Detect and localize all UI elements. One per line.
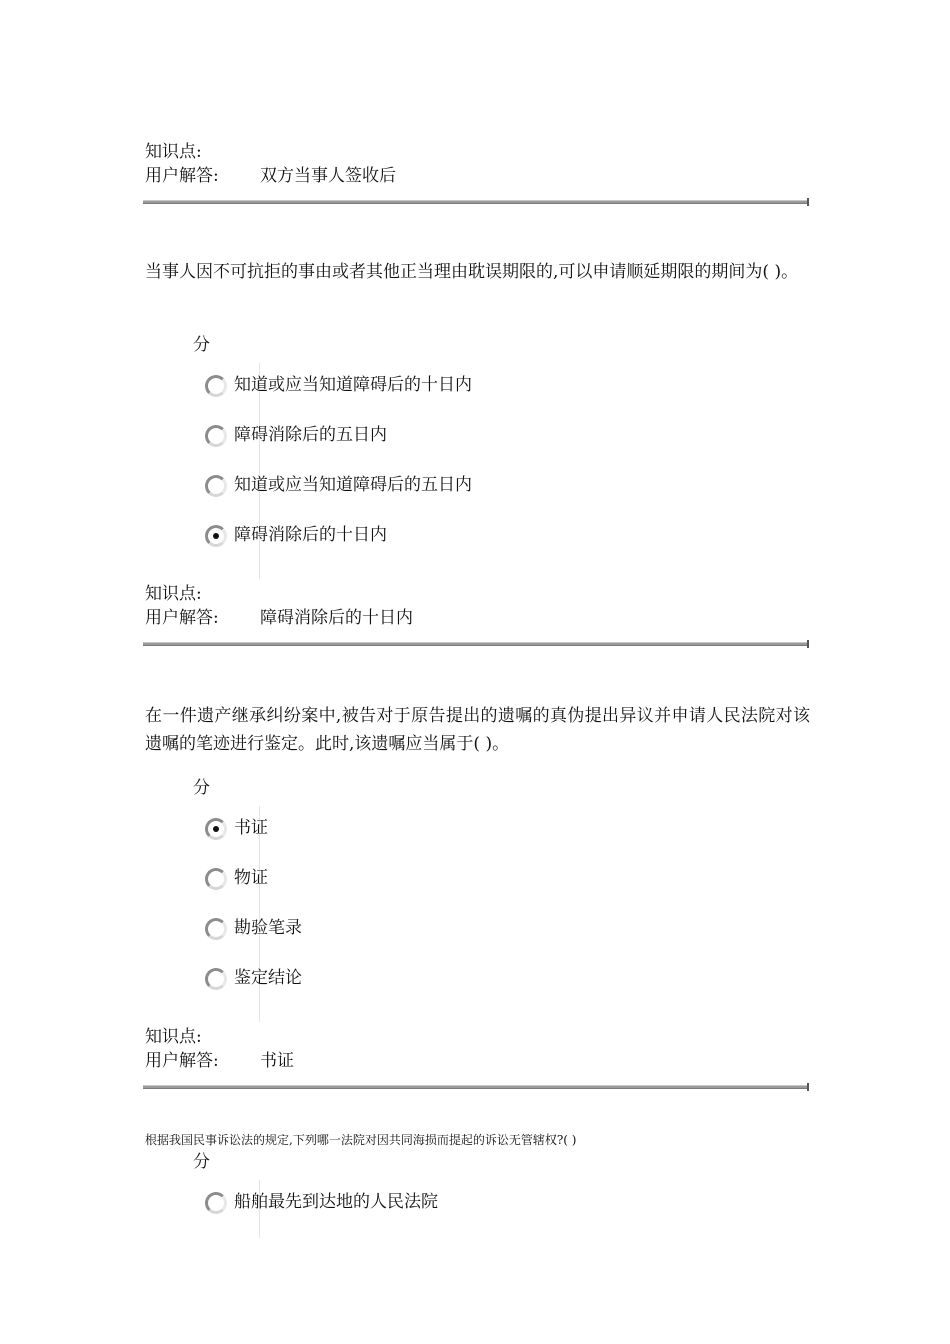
- divider: [143, 1085, 808, 1089]
- option-item[interactable]: [205, 523, 525, 549]
- divider: [143, 642, 808, 646]
- option-label: 知道或应当知道障碍后的十日内: [234, 375, 472, 395]
- option-label: 知道或应当知道障碍后的五日内: [234, 475, 472, 495]
- option-item[interactable]: [205, 423, 525, 449]
- option-label: 船舶最先到达地的人民法院: [234, 1192, 438, 1212]
- question-text: 当事人因不可抗拒的事由或者其他正当理由耽误期限的,可以申请顺延期限的期间为( )。: [145, 262, 799, 282]
- radio-button[interactable]: [205, 818, 227, 840]
- radio-button[interactable]: [205, 475, 227, 497]
- option-label: 障碍消除后的五日内: [234, 425, 387, 445]
- option-item[interactable]: [205, 473, 525, 499]
- user-answer-value: 障碍消除后的十日内: [260, 608, 413, 628]
- score-label: 分: [193, 778, 210, 798]
- option-label: 障碍消除后的十日内: [234, 525, 387, 545]
- radio-button[interactable]: [205, 525, 227, 547]
- divider: [143, 200, 808, 204]
- option-label: 勘验笔录: [234, 918, 302, 938]
- option-label: 物证: [234, 868, 268, 888]
- knowledge-label: 知识点:: [145, 142, 202, 162]
- question-text: 在一件遗产继承纠纷案中,被告对于原告提出的遗嘱的真伪提出异议并申请人民法院对该遗嘱的笔迹进行鉴定。此时,该遗嘱应当属于( )。: [145, 706, 810, 754]
- option-item[interactable]: [205, 816, 525, 842]
- option-item[interactable]: [205, 373, 525, 399]
- radio-button[interactable]: [205, 375, 227, 397]
- radio-button[interactable]: [205, 968, 227, 990]
- radio-button[interactable]: [205, 918, 227, 940]
- option-list: [205, 816, 525, 1004]
- user-answer-label: 用户解答:: [145, 1051, 219, 1071]
- radio-button[interactable]: [205, 1192, 227, 1214]
- user-answer-value: 双方当事人签收后: [260, 166, 396, 186]
- user-answer-label: 用户解答:: [145, 608, 219, 628]
- option-item[interactable]: [205, 966, 525, 992]
- option-list: [205, 373, 525, 561]
- score-label: 分: [193, 335, 210, 355]
- radio-button[interactable]: [205, 868, 227, 890]
- option-label: 鉴定结论: [234, 968, 302, 988]
- option-label: 书证: [234, 818, 268, 838]
- knowledge-label: 知识点:: [145, 584, 202, 604]
- radio-button[interactable]: [205, 425, 227, 447]
- user-answer-value: 书证: [260, 1051, 294, 1071]
- score-label: 分: [193, 1152, 210, 1172]
- knowledge-label: 知识点:: [145, 1027, 202, 1047]
- option-item[interactable]: [205, 866, 525, 892]
- question-text: 根据我国民事诉讼法的规定,下列哪一法院对因共同海损而提起的诉讼无管辖权?( ): [145, 1133, 577, 1147]
- option-item[interactable]: [205, 1190, 525, 1216]
- option-list: [205, 1190, 525, 1220]
- user-answer-label: 用户解答:: [145, 166, 219, 186]
- option-item[interactable]: [205, 916, 525, 942]
